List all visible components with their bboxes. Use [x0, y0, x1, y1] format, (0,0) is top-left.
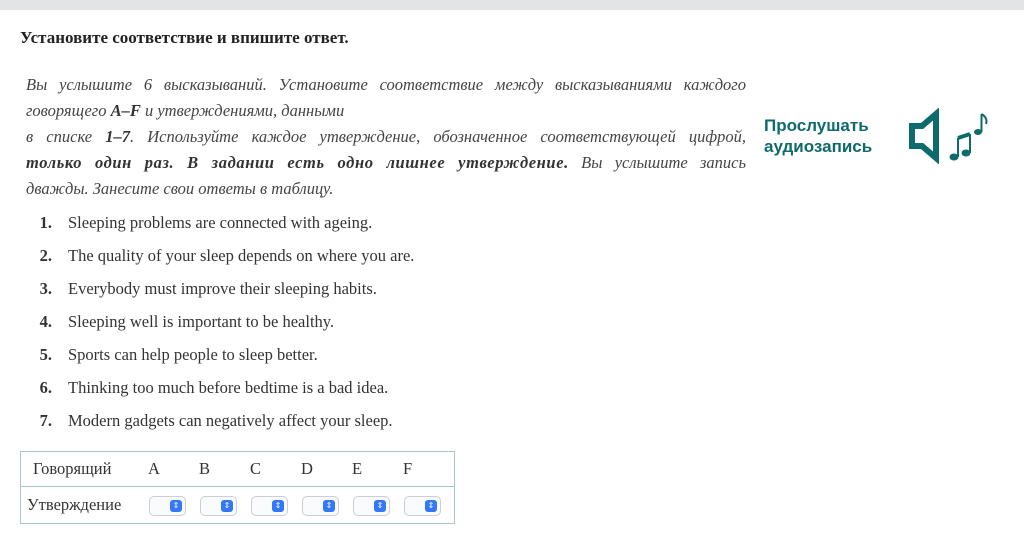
answer-row: [21, 487, 455, 524]
statement-item: 7. Modern gadgets can negatively affect your sleep.: [39, 411, 393, 430]
instructions-line-1: Вы услышите 6 высказываний. Установите соответствие между высказываниями каждого: [26, 75, 746, 94]
statement-item: 3. Everybody must improve their sleeping habits.: [39, 279, 377, 298]
select-arrows-icon: ⇕: [170, 500, 182, 512]
speaker-letter: A: [148, 459, 160, 478]
answer-select-d[interactable]: [302, 496, 339, 516]
answer-table: [20, 451, 455, 524]
statement-item: 6. Thinking too much before bedtime is a bad idea.: [39, 378, 389, 397]
answer-select-a[interactable]: [149, 496, 186, 516]
select-arrows-icon: ⇕: [323, 500, 335, 512]
instructions-line-4: только один раз. В задании есть одно лишнее утверждение. Вы услышите запись: [26, 153, 747, 172]
answer-select-f[interactable]: [404, 496, 441, 516]
task-instructions: [26, 72, 746, 202]
speaker-row: [21, 452, 455, 487]
statement-item: 1. Sleeping problems are connected with ageing.: [39, 213, 373, 232]
speaker-letter: E: [352, 459, 363, 478]
speaker-letter: C: [250, 459, 262, 478]
statements-list: [30, 206, 414, 437]
statement-item: 2. The quality of your sleep depends on where you are.: [39, 246, 415, 265]
top-bar: [0, 0, 1024, 10]
speaker-letter: B: [199, 459, 211, 478]
listen-audio-button[interactable]: [764, 108, 992, 164]
listen-audio-label: Прослушать аудиозапись: [764, 116, 873, 156]
instructions-line-2: говорящего A–F и утверждениями, данными: [26, 101, 345, 120]
select-arrows-icon: ⇕: [272, 500, 284, 512]
speaker-row-label: Говорящий: [33, 459, 112, 478]
select-arrows-icon: ⇕: [374, 500, 386, 512]
answer-row-label: Утверждение: [21, 487, 149, 524]
instructions-line-3: в списке 1–7. Используйте каждое утверждение, обозначенное соответствующей цифрой,: [26, 127, 746, 146]
select-arrows-icon: ⇕: [221, 500, 233, 512]
answer-select-e[interactable]: [353, 496, 390, 516]
answer-select-b[interactable]: [200, 496, 237, 516]
speaker-music-icon: [900, 108, 992, 164]
speaker-letter: F: [403, 459, 413, 478]
statement-item: 4. Sleeping well is important to be healthy.: [39, 312, 335, 331]
instructions-line-5: дважды. Занесите свои ответы в таблицу.: [26, 179, 334, 198]
statement-item: 5. Sports can help people to sleep better.: [39, 345, 318, 364]
select-arrows-icon: ⇕: [425, 500, 437, 512]
answer-select-c[interactable]: [251, 496, 288, 516]
task-heading: Установите соответствие и впишите ответ.: [20, 28, 349, 47]
speaker-letter: D: [301, 459, 313, 478]
